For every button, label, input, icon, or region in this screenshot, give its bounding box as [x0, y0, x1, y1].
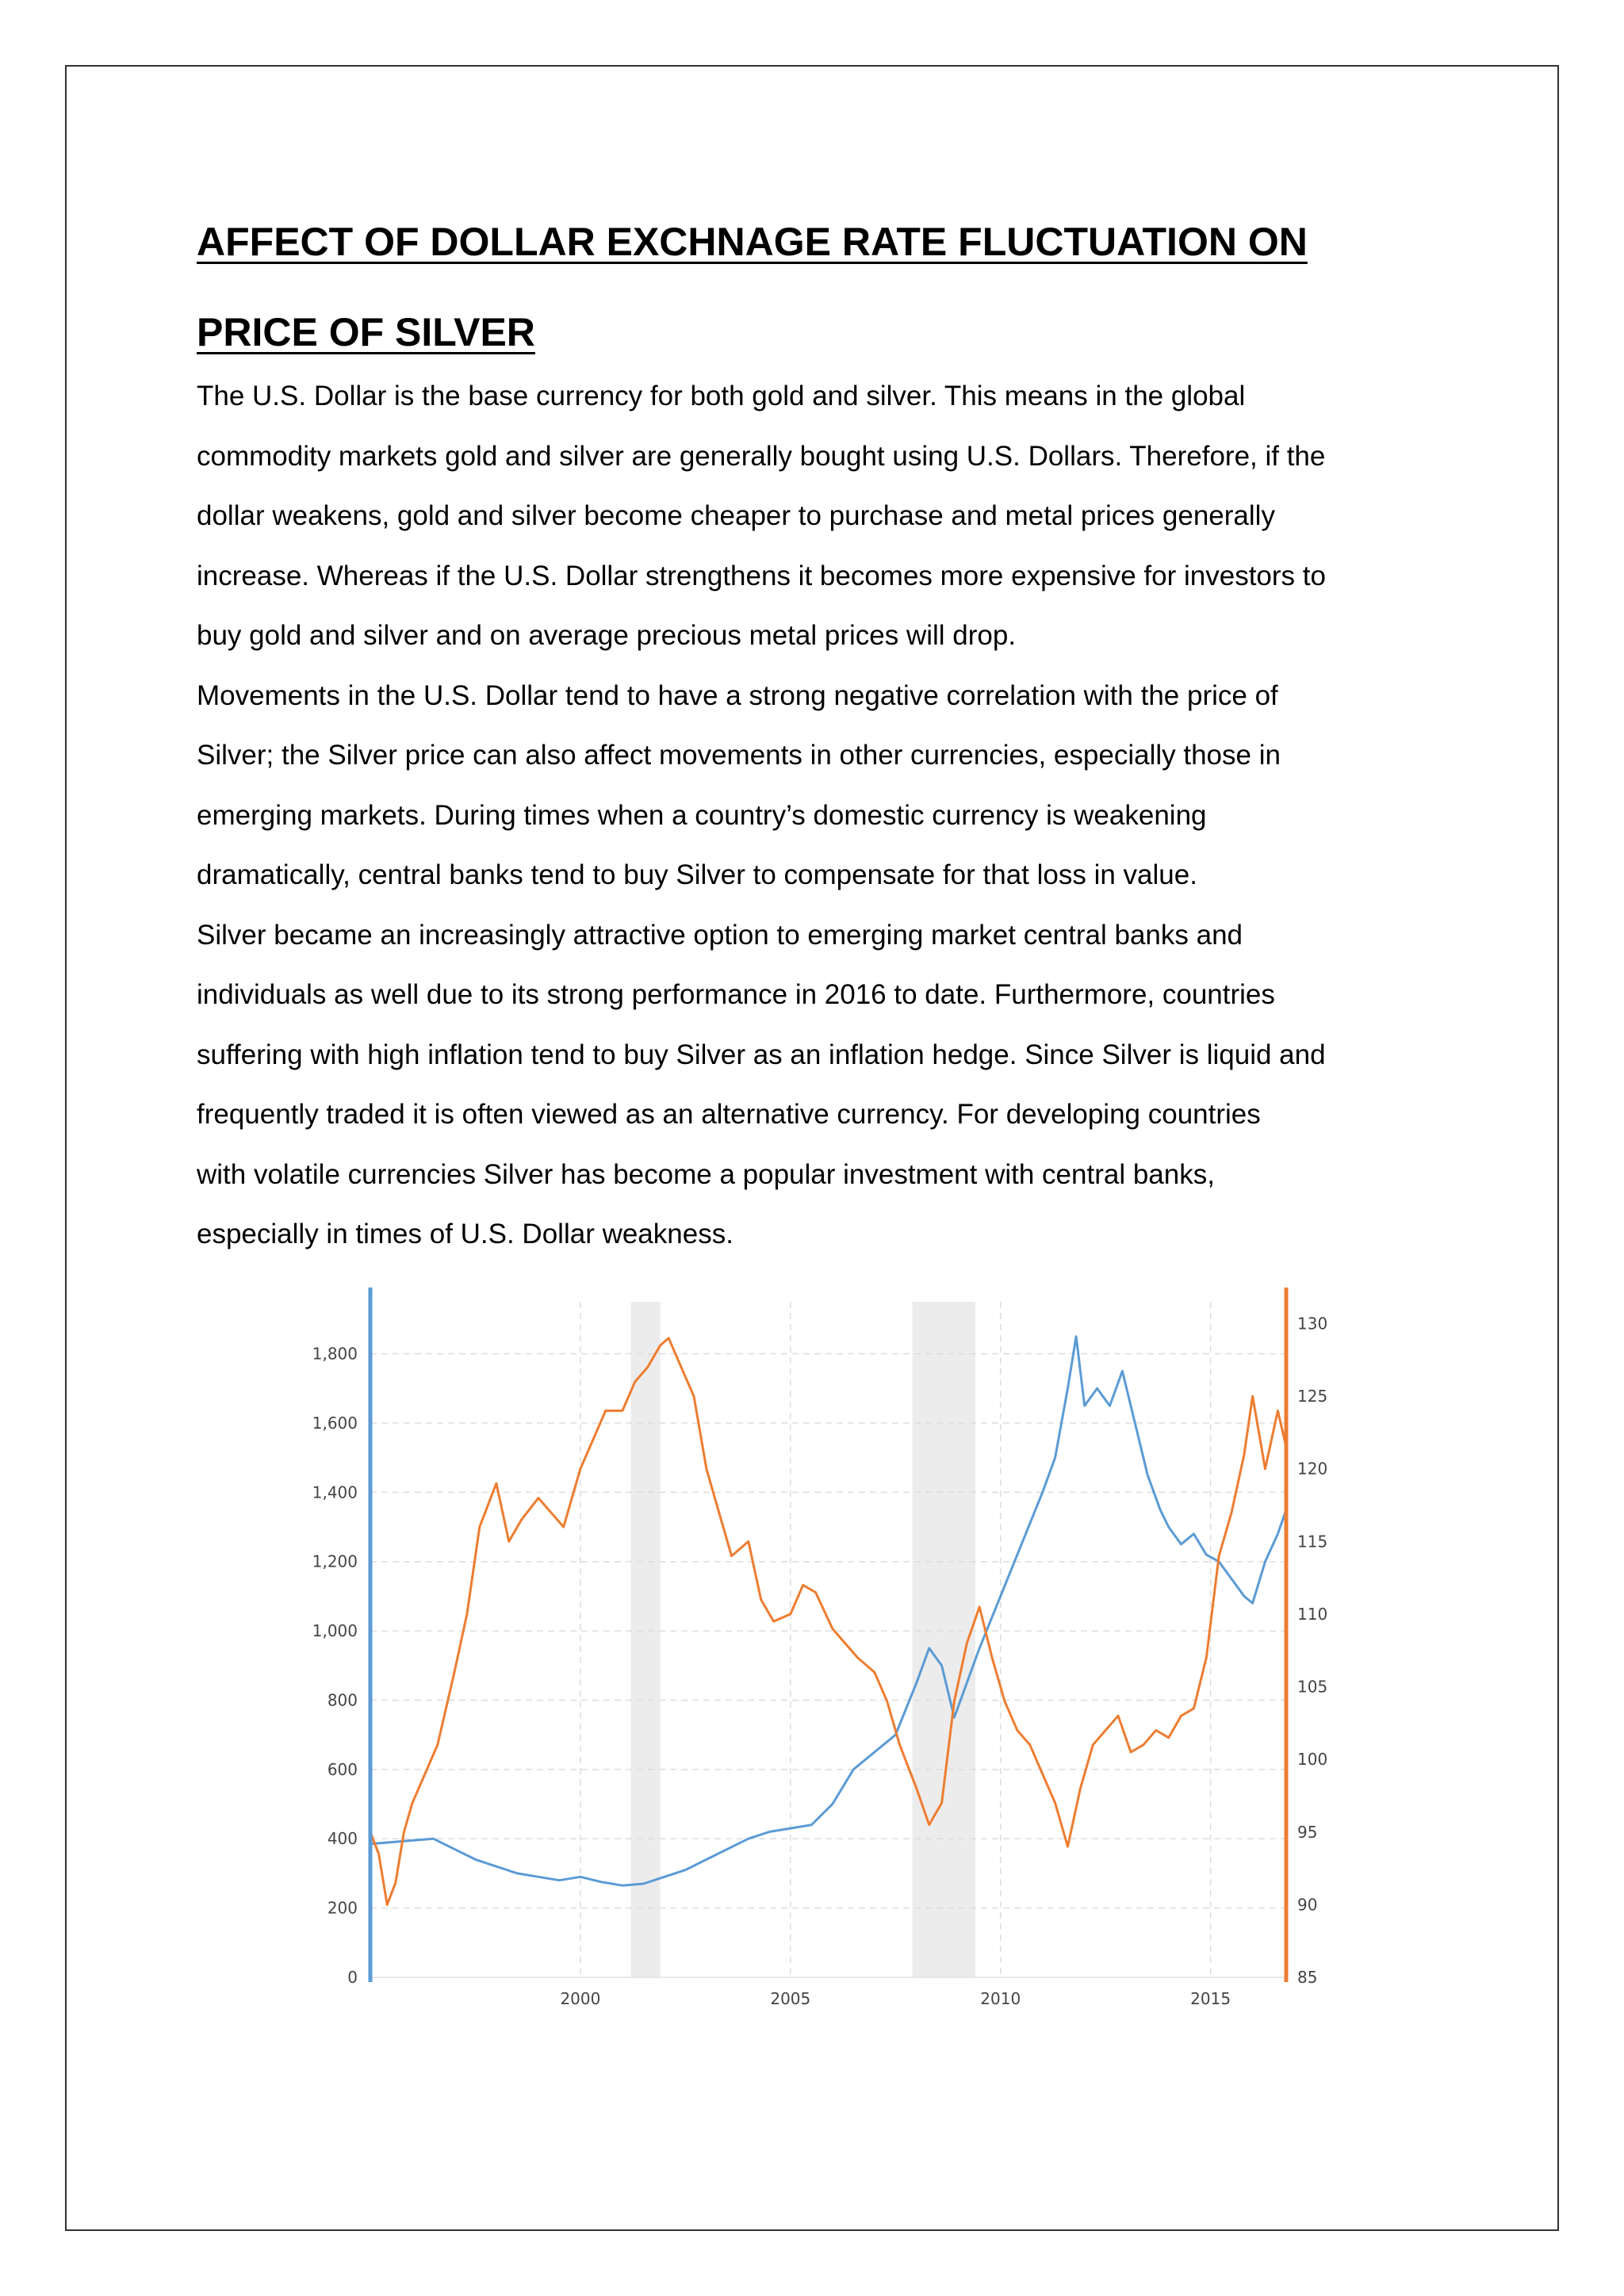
- body-line: individuals as well due to its strong performance in 2016 to date. Furthermore, countries: [197, 979, 1275, 1010]
- title-line: AFFECT OF DOLLAR EXCHNAGE RATE FLUCTUATION ON: [197, 220, 1308, 264]
- body-line: dollar weakens, gold and silver become cheaper to purchase and metal prices generally: [197, 500, 1275, 531]
- y-left-tick-label: 200: [327, 1898, 358, 1918]
- y-left-tick-label: 1,600: [312, 1413, 358, 1433]
- y-right-tick-label: 130: [1297, 1314, 1328, 1334]
- y-right-tick-label: 115: [1297, 1532, 1328, 1552]
- x-tick-label: 2000: [560, 1989, 601, 2008]
- x-tick-label: 2005: [770, 1989, 811, 2008]
- dual-axis-line-chart: [285, 1284, 1328, 2014]
- y-right-tick-label: 105: [1297, 1677, 1328, 1697]
- body-text: [197, 366, 1497, 1265]
- shaded-period: [912, 1302, 975, 1977]
- chart-svg: [285, 1284, 1328, 2014]
- y-right-tick-label: 90: [1297, 1895, 1318, 1915]
- y-left-tick-label: 1,200: [312, 1552, 358, 1571]
- document-title: [197, 197, 1465, 377]
- body-line: emerging markets. During times when a country’s domestic currency is weakening: [197, 799, 1207, 831]
- y-right-tick-label: 120: [1297, 1459, 1328, 1479]
- y-right-tick-label: 100: [1297, 1750, 1328, 1770]
- shaded-period: [630, 1302, 660, 1977]
- y-right-tick-label: 110: [1297, 1604, 1328, 1624]
- body-line: commodity markets gold and silver are generally bought using U.S. Dollars. Therefore, if the: [197, 440, 1326, 472]
- body-line: especially in times of U.S. Dollar weakness.: [197, 1219, 733, 1249]
- y-right-tick-label: 125: [1297, 1387, 1328, 1406]
- body-line: with volatile currencies Silver has become a popular investment with central banks,: [197, 1158, 1215, 1190]
- body-line: The U.S. Dollar is the base currency for both gold and silver. This means in the global: [197, 381, 1246, 411]
- y-left-tick-label: 800: [327, 1690, 358, 1710]
- body-line: increase. Whereas if the U.S. Dollar strengthens it becomes more expensive for investors to: [197, 560, 1326, 591]
- body-line: Movements in the U.S. Dollar tend to have a strong negative correlation with the price of: [197, 679, 1278, 711]
- y-left-tick-label: 1,800: [312, 1344, 358, 1364]
- y-left-tick-label: 0: [347, 1968, 358, 1987]
- series-line-left: [370, 1337, 1286, 1886]
- body-line: frequently traded it is often viewed as an alternative currency. For developing countries: [197, 1099, 1261, 1130]
- y-left-tick-label: 1,000: [312, 1621, 358, 1641]
- title-line: PRICE OF SILVER: [197, 310, 535, 354]
- x-tick-label: 2010: [980, 1989, 1021, 2008]
- y-left-tick-label: 1,400: [312, 1483, 358, 1502]
- body-line: Silver; the Silver price can also affect movements in other currencies, especially those in: [197, 740, 1281, 771]
- y-left-tick-label: 600: [327, 1759, 358, 1779]
- x-tick-label: 2015: [1190, 1989, 1231, 2008]
- body-line: buy gold and silver and on average precious metal prices will drop.: [197, 620, 1017, 651]
- body-line: dramatically, central banks tend to buy Silver to compensate for that loss in value.: [197, 859, 1197, 890]
- body-line: Silver became an increasingly attractive option to emerging market central banks and: [197, 919, 1243, 951]
- y-right-tick-label: 95: [1297, 1822, 1318, 1842]
- body-line: suffering with high inflation tend to buy Silver as an inflation hedge. Since Silver is liquid and: [197, 1039, 1326, 1070]
- y-right-tick-label: 85: [1297, 1968, 1318, 1987]
- y-left-tick-label: 400: [327, 1829, 358, 1849]
